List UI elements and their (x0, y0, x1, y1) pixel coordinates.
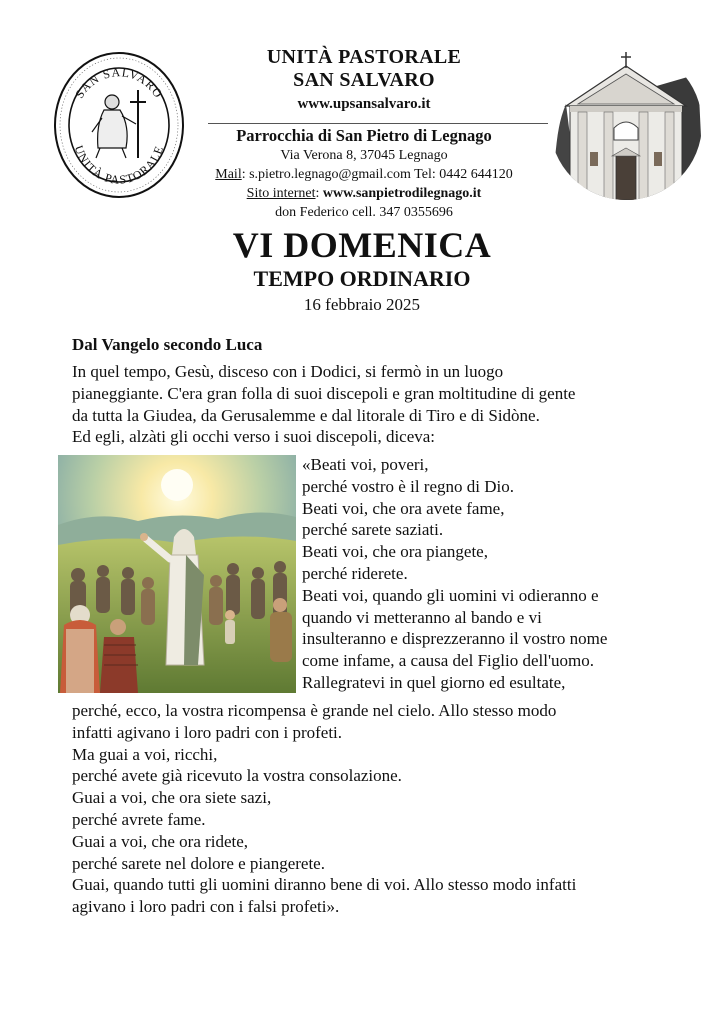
text-line: perché riderete. (302, 563, 408, 583)
priest-contact: don Federico cell. 347 0355696 (275, 205, 453, 220)
gospel-intro (72, 361, 672, 448)
parish-name: Parrocchia di San Pietro di Legnago (236, 126, 492, 145)
text-line: insulteranno e disprezzeranno il vostro nome (302, 629, 608, 649)
svg-text:UNITÀ PASTORALE: UNITÀ PASTORALE (71, 143, 167, 187)
beatitudes-text (302, 454, 672, 694)
unit-title-line1: UNITÀ PASTORALE (266, 46, 462, 68)
text-line: Ma guai a voi, ricchi, (72, 744, 218, 764)
mail-label: Mail (215, 167, 242, 182)
svg-text:SAN SALVARO: SAN SALVARO (72, 65, 166, 101)
text-line: pianeggiante. C'era gran folla di suoi discepoli e gran moltitudine di gente (72, 383, 576, 403)
text-line: perché sarete saziati. (302, 520, 444, 540)
site-label: Sito internet (246, 186, 316, 201)
text-line: infatti agivano i loro padri con i profeti. (72, 722, 343, 742)
unita-pastorale-header (205, 46, 523, 114)
text-line: Guai a voi, che ora siete sazi, (72, 788, 272, 808)
text-line: perché avrete fame. (72, 809, 206, 829)
unita-pastorale-seal-logo (52, 50, 186, 200)
text-line: come infame, a causa del Figlio dell'uomo. (302, 651, 594, 671)
liturgical-title (0, 226, 724, 316)
text-line: Beati voi, quando gli uomini vi odieranno e (302, 585, 599, 605)
text-line: Guai a voi, che ora ridete, (72, 831, 249, 851)
gospel-heading: Dal Vangelo secondo Luca (72, 335, 263, 354)
parish-info (205, 126, 523, 222)
parish-website-line (205, 184, 523, 203)
text-line: perché, ecco, la vostra ricompensa è grande nel cielo. Allo stesso modo (72, 701, 557, 720)
text-line: perché vostro è il regno di Dio. (302, 476, 514, 496)
text-line: Guai, quando tutti gli uomini diranno bene di voi. Allo stesso modo infatti (72, 875, 577, 895)
text-line: «Beati voi, poveri, (302, 455, 429, 474)
date: 16 febbraio 2025 (303, 295, 421, 314)
season-title: TEMPO ORDINARIO (253, 266, 471, 291)
text-line: Beati voi, che ora avete fame, (302, 498, 505, 518)
text-line: Beati voi, che ora piangete, (302, 542, 488, 562)
text-line: quando vi metteranno al bando e vi (302, 607, 542, 627)
parish-website: www.sanpietrodilegnago.it (322, 186, 482, 201)
text-line: perché sarete nel dolore e piangerete. (72, 853, 325, 873)
text-line: In quel tempo, Gesù, disceso con i Dodici, si fermò in un luogo (72, 362, 504, 381)
text-line: da tutta la Giudea, da Gerusalemme e dal litorale di Tiro e di Sidòne. (72, 405, 540, 425)
text-line: Rallegratevi in quel giorno ed esultate, (302, 672, 566, 692)
unit-title-line2: SAN SALVARO (293, 69, 435, 91)
sermon-on-the-plain-illustration (58, 455, 296, 693)
text-line: Ed egli, alzàti gli occhi verso i suoi discepoli, diceva: (72, 427, 436, 447)
text-line: perché avete già ricevuto la vostra consolazione. (72, 766, 402, 786)
woes-text (72, 700, 672, 918)
unit-website: www.upsansalvaro.it (297, 96, 431, 112)
site-separator: : (315, 186, 323, 201)
mail-phone-value: : s.pietro.legnago@gmail.com Tel: 0442 644120 (241, 167, 513, 182)
header-divider (208, 123, 548, 124)
parish-address: Via Verona 8, 37045 Legnago (280, 148, 448, 163)
parish-contacts (205, 165, 523, 184)
text-line: agivano i loro padri con i falsi profeti». (72, 897, 340, 917)
sunday-title: VI DOMENICA (232, 225, 492, 265)
church-facade-image (548, 44, 704, 200)
